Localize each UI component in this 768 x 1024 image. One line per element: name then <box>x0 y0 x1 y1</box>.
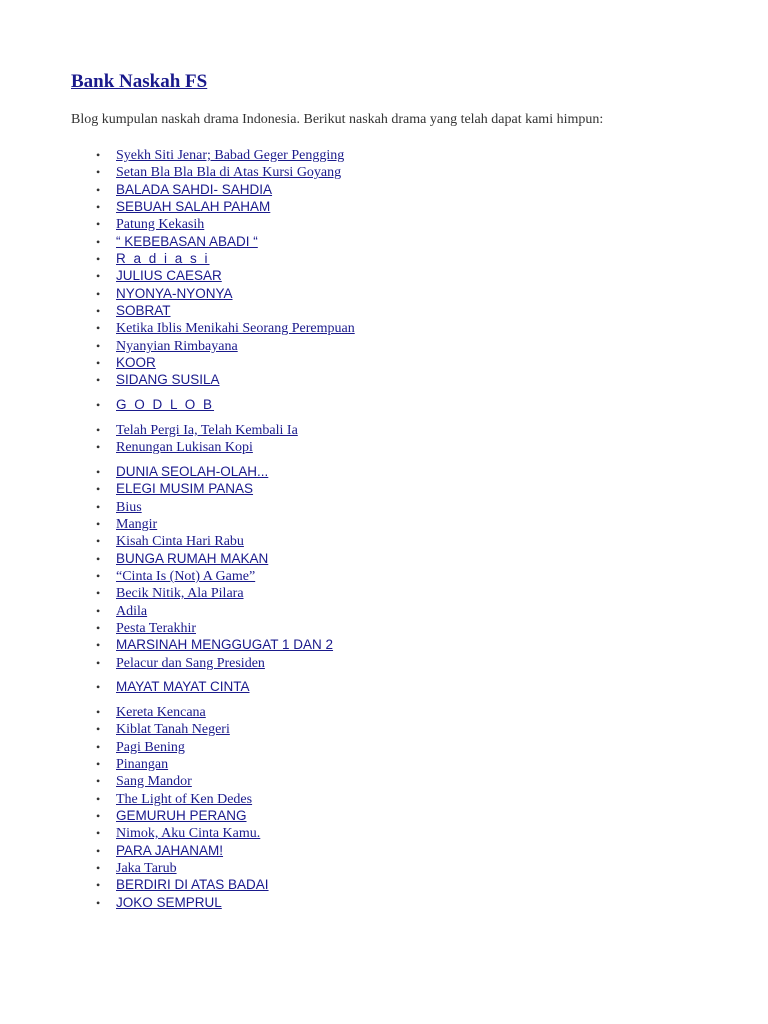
list-item <box>96 285 233 303</box>
bullet-icon: • <box>96 269 101 283</box>
drama-link[interactable]: Syekh Siti Jenar; Babad Geger Pengging <box>116 148 345 163</box>
list-item <box>96 302 171 320</box>
bullet-icon: • <box>96 705 101 719</box>
list-item <box>96 859 177 877</box>
bullet-icon: • <box>96 183 101 197</box>
bullet-icon: • <box>96 604 101 618</box>
list-item <box>96 720 230 738</box>
list-item <box>96 790 252 808</box>
drama-link[interactable]: Becik Nitik, Ala Pilara <box>116 586 244 601</box>
list-item <box>96 463 268 481</box>
drama-link[interactable]: “Cinta Is (Not) A Game” <box>116 569 256 584</box>
bullet-icon: • <box>96 148 101 162</box>
drama-link[interactable]: Pinangan <box>116 757 169 772</box>
drama-link[interactable]: Mangir <box>116 517 158 532</box>
list-item <box>96 824 260 842</box>
list-item <box>96 894 222 912</box>
drama-link[interactable]: NYONYA-NYONYA <box>116 286 233 301</box>
list-item <box>96 198 270 216</box>
bullet-icon: • <box>96 680 101 694</box>
bullet-icon: • <box>96 792 101 806</box>
drama-link[interactable]: Kisah Cinta Hari Rabu <box>116 534 244 549</box>
bullet-icon: • <box>96 339 101 353</box>
list-item <box>96 480 253 498</box>
list-item <box>96 703 206 721</box>
list-item <box>96 807 247 825</box>
list-item <box>96 678 250 696</box>
drama-link[interactable]: KOOR <box>116 355 156 370</box>
bullet-icon: • <box>96 844 101 858</box>
bullet-icon: • <box>96 552 101 566</box>
bullet-icon: • <box>96 373 101 387</box>
drama-link[interactable]: Kiblat Tanah Negeri <box>116 722 230 737</box>
drama-link[interactable]: BALADA SAHDI- SAHDIA <box>116 182 273 197</box>
drama-link[interactable]: GEMURUH PERANG <box>116 808 247 823</box>
drama-link[interactable]: Ketika Iblis Menikahi Seorang Perempuan <box>116 321 355 336</box>
drama-link[interactable]: Jaka Tarub <box>116 861 177 876</box>
drama-link[interactable]: JULIUS CAESAR <box>116 268 222 283</box>
bullet-icon: • <box>96 774 101 788</box>
bullet-icon: • <box>96 321 101 335</box>
list-item <box>96 181 272 199</box>
list-item <box>96 337 238 355</box>
list-item <box>96 876 269 894</box>
list-item <box>96 498 142 516</box>
list-item <box>96 550 268 568</box>
intro-text: Blog kumpulan naskah drama Indonesia. Berikut naskah drama yang telah dapat kami himpun: <box>71 112 604 127</box>
bullet-icon: • <box>96 465 101 479</box>
list-item <box>96 215 204 233</box>
bullet-icon: • <box>96 304 101 318</box>
drama-link[interactable]: MAYAT MAYAT CINTA <box>116 679 250 694</box>
drama-link[interactable]: G O D L O B <box>116 397 215 412</box>
drama-link[interactable]: Renungan Lukisan Kopi <box>116 440 253 455</box>
list-item <box>96 267 222 285</box>
bullet-icon: • <box>96 809 101 823</box>
bullet-icon: • <box>96 398 101 412</box>
bullet-icon: • <box>96 896 101 910</box>
drama-link[interactable]: Patung Kekasih <box>116 217 205 232</box>
bullet-icon: • <box>96 534 101 548</box>
bullet-icon: • <box>96 500 101 514</box>
bullet-icon: • <box>96 569 101 583</box>
list-item <box>96 515 157 533</box>
bullet-icon: • <box>96 757 101 771</box>
drama-link[interactable]: JOKO SEMPRUL <box>116 895 222 910</box>
list-item <box>96 319 355 337</box>
list-item <box>96 532 244 550</box>
bullet-icon: • <box>96 878 101 892</box>
drama-link[interactable]: Pelacur dan Sang Presiden <box>116 656 265 671</box>
list-item <box>96 602 147 620</box>
list-item <box>96 396 214 414</box>
bullet-icon: • <box>96 235 101 249</box>
bullet-icon: • <box>96 826 101 840</box>
list-item <box>96 619 196 637</box>
list-item <box>96 146 344 164</box>
bullet-icon: • <box>96 722 101 736</box>
drama-link[interactable]: SOBRAT <box>116 303 171 318</box>
drama-link[interactable]: Sang Mandor <box>116 774 192 789</box>
drama-link[interactable]: Setan Bla Bla Bla di Atas Kursi Goyang <box>116 165 342 180</box>
list-item <box>96 772 192 790</box>
drama-link[interactable]: Kereta Kencana <box>116 705 206 720</box>
drama-link[interactable]: ELEGI MUSIM PANAS <box>116 481 254 496</box>
drama-link[interactable]: Pagi Bening <box>116 740 185 755</box>
drama-link[interactable]: Nimok, Aku Cinta Kamu. <box>116 826 261 841</box>
bullet-icon: • <box>96 740 101 754</box>
bullet-icon: • <box>96 621 101 635</box>
bullet-icon: • <box>96 656 101 670</box>
list-item <box>96 842 223 860</box>
page-title[interactable]: Bank Naskah FS <box>71 71 208 92</box>
list-item <box>96 354 156 372</box>
drama-link[interactable]: Telah Pergi Ia, Telah Kembali Ia <box>116 423 298 438</box>
drama-link[interactable]: PARA JAHANAM! <box>116 843 224 858</box>
bullet-icon: • <box>96 252 101 266</box>
list-item <box>96 584 244 602</box>
drama-link[interactable]: BUNGA RUMAH MAKAN <box>116 551 269 566</box>
bullet-icon: • <box>96 586 101 600</box>
list-item <box>96 371 220 389</box>
list-item <box>96 250 210 268</box>
bullet-icon: • <box>96 287 101 301</box>
bullet-icon: • <box>96 861 101 875</box>
bullet-icon: • <box>96 356 101 370</box>
bullet-icon: • <box>96 440 101 454</box>
list-item <box>96 233 258 251</box>
bullet-icon: • <box>96 165 101 179</box>
list-item <box>96 421 298 439</box>
bullet-icon: • <box>96 482 101 496</box>
drama-link[interactable]: Adila <box>116 604 148 619</box>
drama-link[interactable]: Bius <box>116 500 142 515</box>
drama-link[interactable]: Pesta Terakhir <box>116 621 197 636</box>
drama-link[interactable]: R a d i a s i <box>116 251 210 266</box>
list-item <box>96 654 265 672</box>
drama-link[interactable]: “ KEBEBASAN ABADI “ <box>116 234 258 249</box>
drama-link[interactable]: MARSINAH MENGGUGAT 1 DAN 2 <box>116 637 334 652</box>
bullet-icon: • <box>96 423 101 437</box>
list-item <box>96 163 341 181</box>
list-item <box>96 738 185 756</box>
list-item <box>96 438 253 456</box>
list-item <box>96 567 255 585</box>
bullet-icon: • <box>96 217 101 231</box>
drama-link[interactable]: BERDIRI DI ATAS BADAI <box>116 877 269 892</box>
list-item <box>96 755 168 773</box>
drama-link[interactable]: SEBUAH SALAH PAHAM <box>116 199 271 214</box>
drama-link[interactable]: SIDANG SUSILA <box>116 372 220 387</box>
drama-link[interactable]: DUNIA SEOLAH-OLAH... <box>116 464 269 479</box>
bullet-icon: • <box>96 517 101 531</box>
bullet-icon: • <box>96 200 101 214</box>
list-item <box>96 636 333 654</box>
drama-link[interactable]: The Light of Ken Dedes <box>116 792 253 807</box>
bullet-icon: • <box>96 638 101 652</box>
drama-link[interactable]: Nyanyian Rimbayana <box>116 339 238 354</box>
